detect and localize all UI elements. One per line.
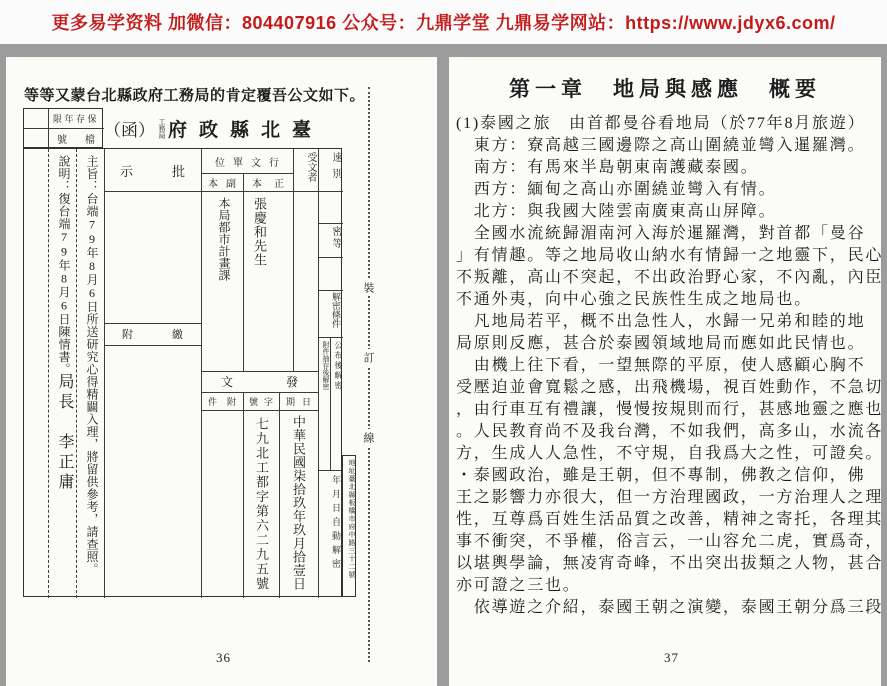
text-line: 北方：與我國大陸雲南廣東高山屏障。 <box>456 203 777 220</box>
dispatch-number-header <box>243 392 279 410</box>
text-line: 南方：有馬來半島朝東南護藏泰國。 <box>456 159 759 176</box>
approval-char-2: 批 <box>171 163 185 179</box>
text-line: 西方：緬甸之高山亦圍繞並彎入有情。 <box>456 181 777 198</box>
attachment-divider <box>104 323 201 345</box>
chapter-title: 第一章 地局與感應 概要 <box>509 77 821 101</box>
declass-publish-option: 公布後解密 <box>334 341 343 391</box>
subject-text: 主旨：台端79年8月6日所送研究心得精闢入理，將留供參考，請查照。 <box>85 155 99 576</box>
grid-line <box>243 173 244 371</box>
text-line: 。人民教育尚不及我台灣，不如我們，高多山，水流各 <box>456 423 884 440</box>
declass-condition-label: 解密條件 <box>331 292 341 328</box>
original-header <box>243 173 293 191</box>
declass-extract-option: 附件抽存後解密 <box>322 341 330 390</box>
original-to-value: 張慶和先生 <box>252 197 267 267</box>
text-line: 以堪輿學論，無凌宵奇峰，不出突出拔類之人物，甚合 <box>456 555 884 572</box>
text-line: ・泰國政治，雖是王朝，但不專制，佛教之信仰，佛 <box>456 467 866 484</box>
page-number-left: 36 <box>216 650 231 665</box>
agency-name-rtl: 府政縣北臺 <box>168 119 324 141</box>
dispatch-char-2: 發 <box>285 375 298 389</box>
text-line: 全國水流統歸湄南河入海於暹羅灣，對首都「曼谷 <box>456 225 866 242</box>
document-date: 中華民國柒拾玖年玖月拾壹日 <box>291 415 306 591</box>
binding-mark-zhuang: 裝 <box>361 279 376 296</box>
text-line: (1)泰國之旅 由首都曼谷看地局（於77年8月旅遊） <box>456 115 866 132</box>
agency-address: 地址臺北縣板橋市府中路三十二號 <box>348 459 356 579</box>
director-signature: 局長 李正庸 <box>56 373 73 493</box>
original-char-1: 本 <box>252 178 262 190</box>
grid-line <box>104 345 201 346</box>
promo-header-text: 更多易学资料 加微信：804407916 公众号：九鼎学堂 九鼎易学网站：https://www.jdyx6.com/ <box>51 13 836 33</box>
dispatch-date-char-2: 日 <box>301 396 311 407</box>
letter-type: （函） <box>104 120 155 140</box>
address-box <box>342 455 356 597</box>
dispatch-date-char-1: 期 <box>286 396 296 407</box>
attach-char-2: 繳 <box>172 329 183 341</box>
text-line: 凡地局若平，概不出急性人，水歸一兄弟和睦的地 <box>456 313 866 330</box>
archive-box <box>23 108 103 148</box>
text-line: 東方：寮高越三國邊際之高山圍繞並彎入暹羅灣。 <box>456 137 866 154</box>
dispatch-char-1: 文 <box>221 375 234 389</box>
file-number-label <box>49 128 103 148</box>
grid-line <box>318 257 343 258</box>
speed-header: 速別 <box>330 152 341 184</box>
grid-line <box>48 149 49 598</box>
text-line: 由機上往下看，一望無際的平原，使人感顧心胸不 <box>456 357 866 374</box>
text-line: 性，互尊爲百姓生活品質之改善，精神之寄托，各理其 <box>456 511 884 528</box>
original-char-2: 正 <box>274 178 284 190</box>
text-line: 王之影響力亦很大，但一方治理國政，一方治理人之理 <box>456 489 884 506</box>
dispatch-attach-header <box>201 392 243 410</box>
body-text <box>456 113 884 619</box>
grid-line <box>293 149 294 371</box>
preserve-years-label: 限年存保 <box>52 114 99 124</box>
dispatch-attach-char-2: 附 <box>226 396 236 407</box>
addressed-unit-header: 位單文行 <box>215 157 287 169</box>
page-number-right: 37 <box>664 650 679 665</box>
declass-auto-option: 年月日自動解密 <box>331 475 341 573</box>
dispatch-attach-char-1: 件 <box>208 396 218 407</box>
dispatch-no-char-2: 字 <box>263 396 273 407</box>
binding-line <box>368 87 370 662</box>
text-line: 依導遊之介紹，泰國王朝之演變，泰國王朝分爲三段 <box>456 599 884 616</box>
binding-mark-ding: 訂 <box>361 349 376 366</box>
copy-char-1: 本 <box>208 178 218 190</box>
text-line: 受壓迫並會寬鬆之感，出飛機場，視百姓動作，不急切 <box>456 379 884 396</box>
approval-char-1: 示 <box>120 163 134 179</box>
attach-char-1: 附 <box>122 329 133 341</box>
grid-line <box>243 392 244 598</box>
document-number: 七九北工都字第六二九五號 <box>254 417 269 591</box>
text-line: 方，生成人人急性，不守規，自我爲大之性，可證矣。 <box>456 445 884 462</box>
dispatch-header <box>201 371 318 392</box>
text-line: 」有情趣。等之地局收山納水有情歸一之地靈下，民心 <box>456 247 884 264</box>
file-number-char-1: 號 <box>57 134 67 146</box>
promo-header-bar <box>0 0 887 44</box>
intro-sentence: 等等又蒙台北縣政府工務局的肯定覆吾公文如下。 <box>24 88 366 104</box>
secrecy-label: 密等 <box>330 226 341 250</box>
file-number-char-2: 檔 <box>85 134 95 146</box>
grid-line <box>76 149 77 598</box>
text-line: 不通外夷，向中心強之民族性生成之地局也。 <box>456 291 813 308</box>
description-text: 說明：復台端79年8月6日陳情書。 <box>57 155 71 376</box>
left-page <box>6 57 437 686</box>
text-line: 亦可證之三也。 <box>456 577 581 594</box>
document-form-table <box>23 148 342 597</box>
grid-line <box>201 410 318 411</box>
grid-line <box>318 223 343 224</box>
approval-header <box>104 149 201 191</box>
right-page <box>449 57 884 686</box>
grid-line <box>318 470 343 471</box>
text-line: 事不衝突，不爭權，俗言云，一山容允二虎，實爲奇， <box>456 533 884 550</box>
dispatch-no-char-1: 號 <box>249 396 259 407</box>
text-line: 不叛離，高山不突起，不出政治野心家，不內亂，內臣 <box>456 269 884 286</box>
grid-line <box>104 149 105 598</box>
grid-line <box>104 191 343 192</box>
text-line: ，由行車互有禮讓，慢慢按規則而行，甚感地靈之應也 <box>456 401 884 418</box>
grid-line <box>318 290 343 291</box>
text-line: 局原則反應，甚合於泰國領域地局而應如此民情也。 <box>456 335 866 352</box>
dispatch-date-header <box>279 392 318 410</box>
copy-header <box>201 173 243 191</box>
bureau-stacked: 工務局 <box>158 117 166 139</box>
grid-line <box>279 392 280 598</box>
copy-char-2: 副 <box>226 178 236 190</box>
grid-line <box>318 337 343 338</box>
recipient-header: 受文者 <box>305 152 316 182</box>
binding-mark-xian: 線 <box>361 429 376 446</box>
copy-to-value: 本局都市計畫課 <box>217 197 231 281</box>
letterhead-title <box>104 110 340 146</box>
